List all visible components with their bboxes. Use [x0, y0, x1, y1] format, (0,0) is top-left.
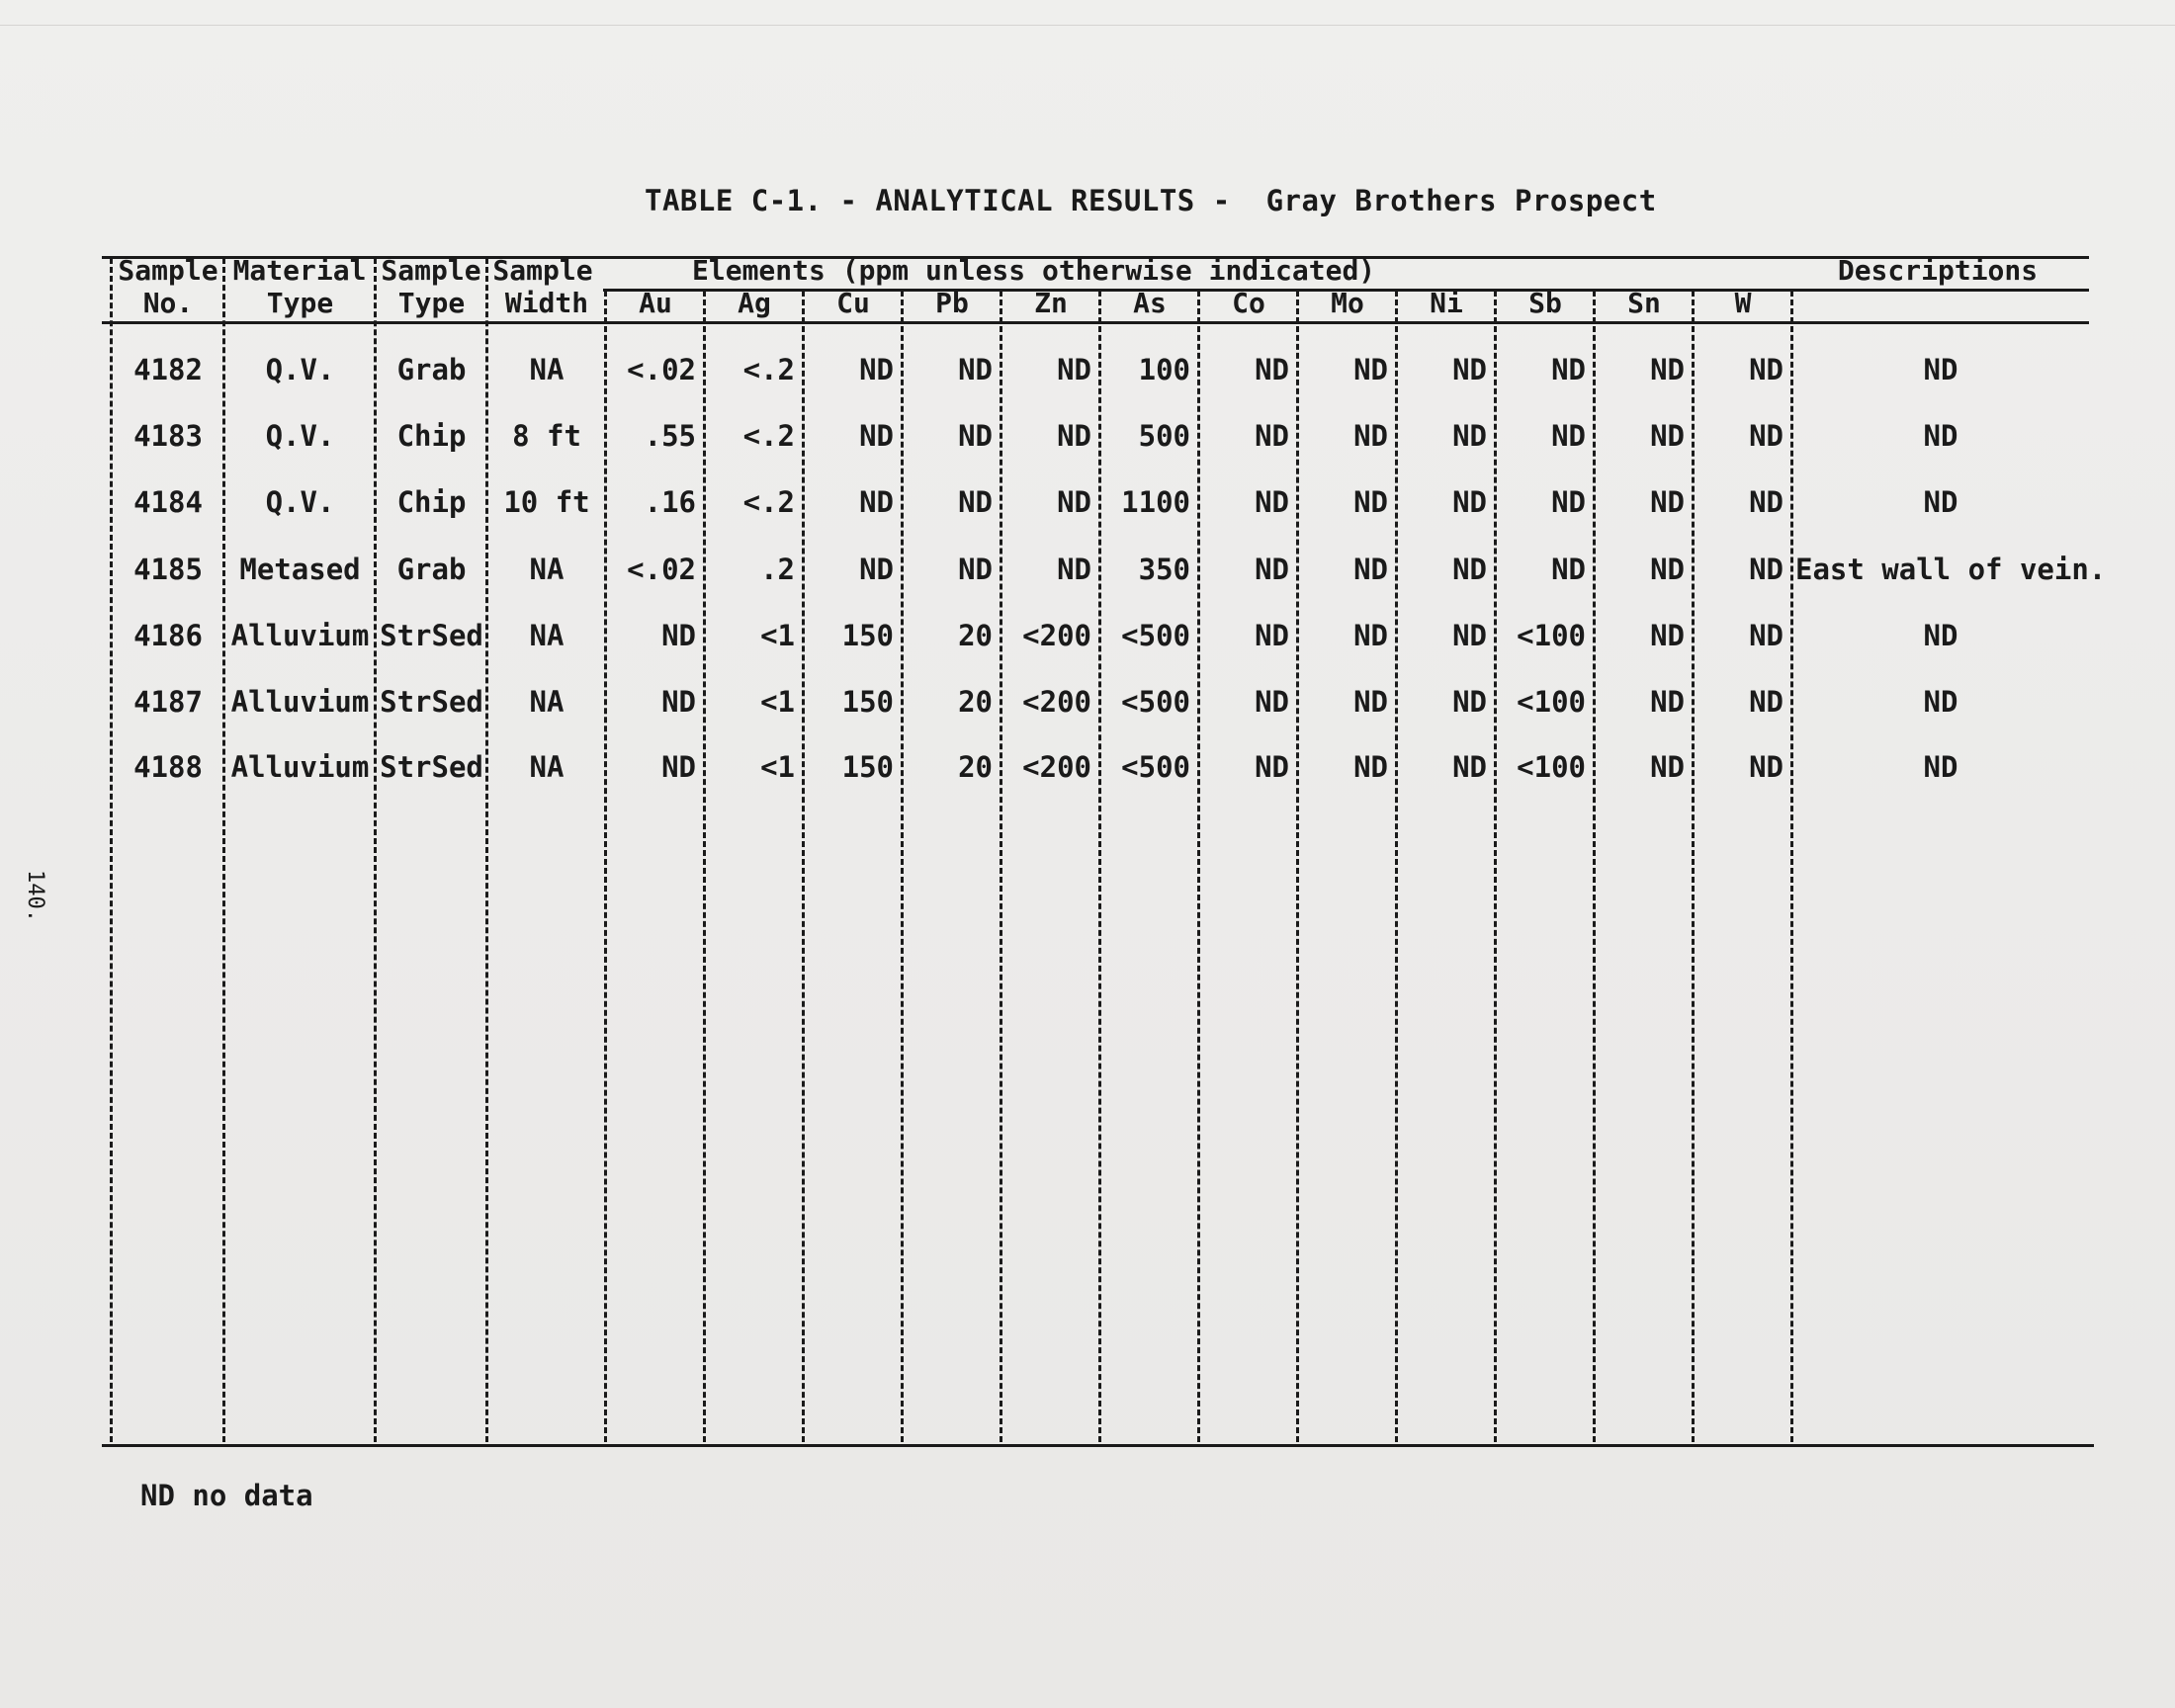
cell-sample-width: NA	[529, 553, 565, 586]
cell-sb: <100	[1517, 619, 1586, 652]
cell-material-type: Alluvium	[230, 685, 370, 719]
header-mo: Mo	[1331, 287, 1364, 319]
cell-sn: ND	[1650, 619, 1685, 652]
cell-ag: <.2	[742, 485, 795, 519]
cell-sample-type: StrSed	[380, 685, 483, 719]
header-descriptions: Descriptions	[1837, 254, 2039, 287]
cell-material-type: Q.V.	[265, 353, 335, 386]
cell-w: ND	[1749, 353, 1784, 386]
cell-co: ND	[1255, 553, 1289, 586]
header-as: As	[1133, 287, 1167, 319]
cell-w: ND	[1749, 485, 1784, 519]
header-ni: Ni	[1430, 287, 1463, 319]
cell-sample-no: 4184	[133, 485, 203, 519]
cell-au: <.02	[627, 353, 696, 386]
cell-sb: ND	[1551, 353, 1586, 386]
column-separator	[222, 258, 225, 1442]
cell-ag: <1	[760, 750, 795, 784]
cell-w: ND	[1749, 750, 1784, 784]
cell-pb: ND	[958, 353, 993, 386]
cell-description: ND	[1923, 685, 1958, 719]
cell-material-type: Q.V.	[265, 419, 335, 453]
cell-zn: <200	[1022, 619, 1091, 652]
column-separator	[485, 258, 488, 1442]
cell-cu: 150	[841, 619, 894, 652]
cell-material-type: Alluvium	[230, 619, 370, 652]
cell-material-type: Alluvium	[230, 750, 370, 784]
header-elements: Elements (ppm unless otherwise indicated)	[692, 254, 1376, 287]
cell-mo: ND	[1353, 419, 1388, 453]
cell-ag: <1	[760, 619, 795, 652]
cell-as: 1100	[1121, 485, 1190, 519]
cell-description: ND	[1923, 353, 1958, 386]
cell-description: ND	[1923, 619, 1958, 652]
cell-mo: ND	[1353, 485, 1388, 519]
cell-pb: ND	[958, 419, 993, 453]
cell-mo: ND	[1353, 685, 1388, 719]
cell-as: 100	[1138, 353, 1190, 386]
cell-zn: <200	[1022, 685, 1091, 719]
header-ag: Ag	[738, 287, 771, 319]
cell-sample-no: 4182	[133, 353, 203, 386]
cell-sb: ND	[1551, 553, 1586, 586]
cell-zn: ND	[1057, 553, 1091, 586]
cell-co: ND	[1255, 619, 1289, 652]
cell-pb: 20	[958, 619, 993, 652]
cell-ni: ND	[1452, 750, 1487, 784]
column-separator	[901, 291, 904, 1442]
header-au: Au	[639, 287, 672, 319]
cell-sample-width: 10 ft	[503, 485, 590, 519]
cell-cu: ND	[859, 485, 894, 519]
cell-sample-width: NA	[529, 685, 565, 719]
column-separator	[1692, 291, 1695, 1442]
cell-au: ND	[661, 619, 696, 652]
cell-ni: ND	[1452, 685, 1487, 719]
cell-sn: ND	[1650, 419, 1685, 453]
cell-ni: ND	[1452, 419, 1487, 453]
cell-pb: ND	[958, 553, 993, 586]
cell-sample-no: 4183	[133, 419, 203, 453]
column-separator	[110, 258, 113, 1442]
cell-sample-type: Chip	[396, 419, 467, 453]
cell-sample-width: NA	[529, 750, 565, 784]
cell-ag: <.2	[742, 353, 795, 386]
cell-sb: <100	[1517, 750, 1586, 784]
cell-description: ND	[1923, 485, 1958, 519]
header-sample-width: Width	[504, 287, 589, 319]
page-number: 140.	[23, 870, 47, 922]
cell-w: ND	[1749, 553, 1784, 586]
cell-w: ND	[1749, 685, 1784, 719]
cell-sb: <100	[1517, 685, 1586, 719]
cell-material-type: Q.V.	[265, 485, 335, 519]
cell-sample-no: 4186	[133, 619, 203, 652]
cell-sample-width: NA	[529, 353, 565, 386]
cell-ag: <.2	[742, 419, 795, 453]
cell-ni: ND	[1452, 619, 1487, 652]
cell-sample-no: 4187	[133, 685, 203, 719]
cell-sn: ND	[1650, 685, 1685, 719]
cell-sb: ND	[1551, 485, 1586, 519]
cell-co: ND	[1255, 353, 1289, 386]
column-separator	[1098, 291, 1101, 1442]
cell-ag: .2	[760, 553, 795, 586]
cell-co: ND	[1255, 685, 1289, 719]
cell-as: <500	[1121, 619, 1190, 652]
cell-co: ND	[1255, 419, 1289, 453]
cell-as: 350	[1138, 553, 1190, 586]
cell-mo: ND	[1353, 619, 1388, 652]
cell-cu: ND	[859, 419, 894, 453]
cell-ni: ND	[1452, 553, 1487, 586]
cell-ag: <1	[760, 685, 795, 719]
cell-description: ND	[1923, 419, 1958, 453]
cell-sample-type: Grab	[396, 353, 467, 386]
column-separator	[703, 291, 706, 1442]
cell-description: East wall of vein.	[1795, 553, 2107, 586]
cell-cu: ND	[859, 353, 894, 386]
cell-mo: ND	[1353, 553, 1388, 586]
cell-au: .55	[644, 419, 696, 453]
column-separator	[802, 291, 805, 1442]
cell-cu: 150	[841, 685, 894, 719]
cell-pb: 20	[958, 685, 993, 719]
cell-pb: 20	[958, 750, 993, 784]
column-separator	[374, 258, 377, 1442]
column-separator	[1296, 291, 1299, 1442]
cell-sample-type: Chip	[396, 485, 467, 519]
column-separator	[1197, 291, 1200, 1442]
cell-zn: ND	[1057, 419, 1091, 453]
cell-au: ND	[661, 750, 696, 784]
cell-description: ND	[1923, 750, 1958, 784]
cell-pb: ND	[958, 485, 993, 519]
table-bottom-rule	[102, 1444, 2094, 1447]
header-sn: Sn	[1627, 287, 1661, 319]
table-title: TABLE C-1. - ANALYTICAL RESULTS - Gray Brothers Prospect	[645, 184, 1657, 217]
cell-sample-width: 8 ft	[512, 419, 581, 453]
header-sample-no: No.	[142, 287, 194, 319]
page-edge-divider	[0, 25, 2175, 26]
cell-mo: ND	[1353, 750, 1388, 784]
column-separator	[1000, 291, 1002, 1442]
header-material-type-top: Material	[232, 254, 367, 287]
cell-ni: ND	[1452, 353, 1487, 386]
cell-as: <500	[1121, 685, 1190, 719]
cell-as: 500	[1138, 419, 1190, 453]
column-separator	[1790, 291, 1793, 1442]
header-co: Co	[1232, 287, 1265, 319]
cell-zn: <200	[1022, 750, 1091, 784]
cell-cu: 150	[841, 750, 894, 784]
header-w: W	[1734, 287, 1752, 319]
header-material-type: Type	[266, 287, 334, 319]
cell-ni: ND	[1452, 485, 1487, 519]
cell-zn: ND	[1057, 353, 1091, 386]
cell-sn: ND	[1650, 485, 1685, 519]
cell-au: ND	[661, 685, 696, 719]
cell-sn: ND	[1650, 553, 1685, 586]
cell-co: ND	[1255, 485, 1289, 519]
cell-sample-type: StrSed	[380, 750, 483, 784]
column-separator	[1395, 291, 1398, 1442]
cell-sample-width: NA	[529, 619, 565, 652]
cell-w: ND	[1749, 619, 1784, 652]
header-pb: Pb	[935, 287, 969, 319]
cell-mo: ND	[1353, 353, 1388, 386]
cell-cu: ND	[859, 553, 894, 586]
column-separator	[1593, 291, 1596, 1442]
cell-sb: ND	[1551, 419, 1586, 453]
header-sample-width-top: Sample	[492, 254, 593, 287]
cell-material-type: Metased	[239, 553, 361, 586]
header-sb: Sb	[1528, 287, 1562, 319]
cell-sample-type: StrSed	[380, 619, 483, 652]
cell-sn: ND	[1650, 750, 1685, 784]
column-separator	[1494, 291, 1497, 1442]
cell-sn: ND	[1650, 353, 1685, 386]
cell-sample-no: 4185	[133, 553, 203, 586]
cell-w: ND	[1749, 419, 1784, 453]
cell-as: <500	[1121, 750, 1190, 784]
footnote: ND no data	[140, 1479, 313, 1512]
column-separator	[604, 291, 607, 1442]
cell-co: ND	[1255, 750, 1289, 784]
header-cu: Cu	[836, 287, 870, 319]
cell-au: <.02	[627, 553, 696, 586]
cell-sample-no: 4188	[133, 750, 203, 784]
cell-sample-type: Grab	[396, 553, 467, 586]
header-sample-no-top: Sample	[118, 254, 218, 287]
header-sample-type: Type	[397, 287, 466, 319]
header-zn: Zn	[1034, 287, 1068, 319]
cell-zn: ND	[1057, 485, 1091, 519]
header-sample-type-top: Sample	[381, 254, 481, 287]
cell-au: .16	[644, 485, 696, 519]
